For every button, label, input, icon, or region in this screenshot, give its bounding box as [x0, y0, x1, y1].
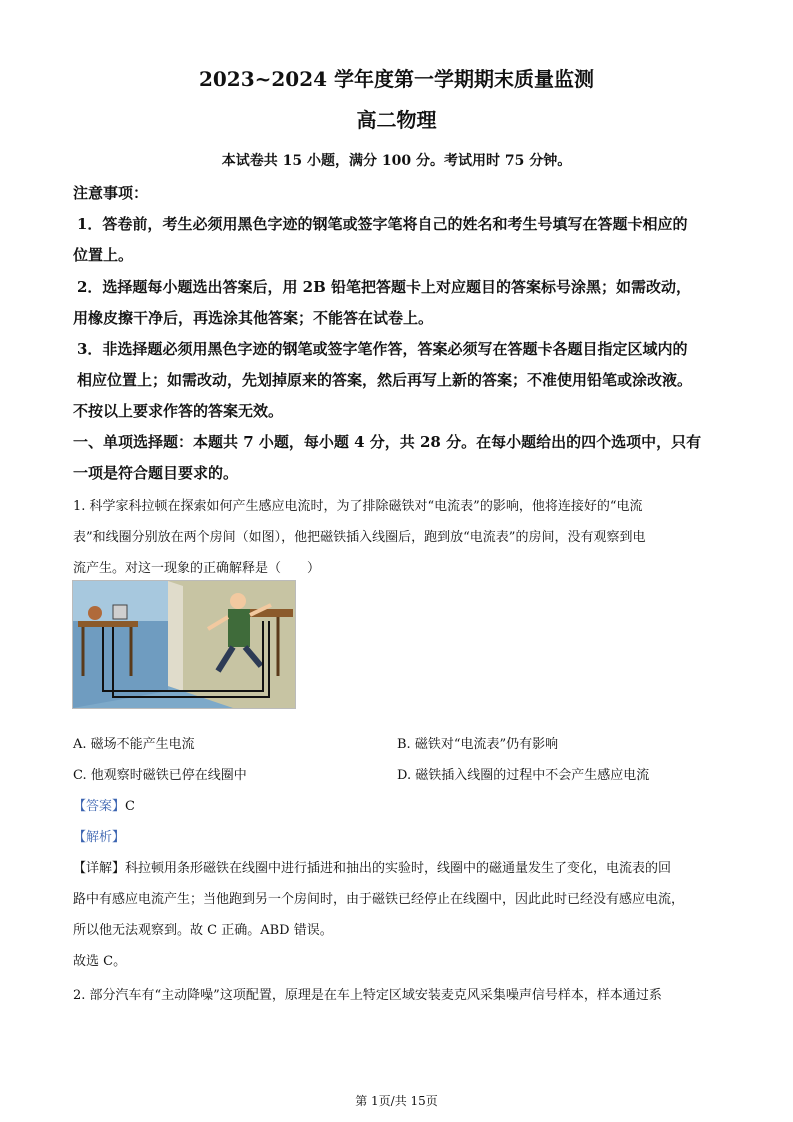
notice-item-2-line-1: 2．选择题每小题选出答案后，用 2B 铅笔把答题卡上对应题目的答案标号涂黑；如需改动，: [77, 278, 692, 296]
notice-item-2-line-2: 用橡皮擦干净后，再选涂其他答案；不能答在试卷上。: [73, 309, 434, 327]
q1-illustration: [72, 580, 296, 709]
answer-tag: 【答案】: [73, 799, 126, 814]
exam-info: 本试卷共 15 小题，满分 100 分。考试用时 75 分钟。: [221, 153, 572, 169]
q1-option-d: D. 磁铁插入线圈的过程中不会产生感应电流: [397, 768, 650, 783]
detail-tag: 【详解】: [73, 861, 126, 876]
subject-title: 高二物理: [356, 108, 437, 132]
notice-item-3-line-2: 相应位置上；如需改动，先划掉原来的答案，然后再写上新的答案；不准使用铅笔或涂改液。: [77, 371, 693, 389]
notice-item-1-line-1: 1．答卷前，考生必须用黑色字迹的钢笔或签字笔将自己的姓名和考生号填写在答题卡相应的: [77, 215, 688, 233]
notice-item-3-line-3: 不按以上要求作答的答案无效。: [73, 402, 284, 420]
q1-detail-line-3: 所以他无法观察到。故 C 正确。ABD 错误。: [73, 923, 333, 938]
section-1-heading-line-2: 一项是符合题目要求的。: [73, 464, 239, 482]
notice-item-3-line-1: 3．非选择题必须用黑色字迹的钢笔或签字笔作答，答案必须写在答题卡各题目指定区域内的: [77, 340, 688, 358]
page-number: 第 1页/共 15页: [355, 1094, 438, 1108]
q1-option-a: A. 磁场不能产生电流: [73, 737, 195, 752]
answer-value: C: [125, 799, 135, 814]
q1-detail-line-1: [73, 857, 671, 876]
q1-stem-line-1: 1. 科学家科拉顿在探索如何产生感应电流时，为了排除磁铁对“电流表”的影响，他将连接好的“电流: [73, 499, 643, 514]
q1-stem-line-3: 流产生。对这一现象的正确解释是（ ）: [73, 561, 321, 576]
q1-conclusion: 故选 C。: [73, 954, 127, 969]
q1-answer-line: [73, 795, 135, 814]
notice-item-1-line-2: 位置上。: [73, 246, 134, 264]
q1-detail-line-2: 路中有感应电流产生；当他跑到另一个房间时，由于磁铁已经停止在线圈中，因此此时已经没有感应电流，: [73, 892, 685, 907]
q1-option-c: C. 他观察时磁铁已停在线圈中: [73, 768, 247, 783]
q2-stem-line-1: 2. 部分汽车有“主动降噪”这项配置，原理是在车上特定区域安装麦克风采集噪声信号样本，样本通过系: [73, 988, 662, 1003]
detail-text-1: 科拉顿用条形磁铁在线圈中进行插进和抽出的实验时，线圈中的磁通量发生了变化，电流表的回: [125, 861, 672, 876]
notice-heading: 注意事项：: [73, 184, 149, 202]
analysis-tag: 【解析】: [73, 830, 126, 845]
q1-option-b: B. 磁铁对“电流表”仍有影响: [397, 737, 559, 752]
section-1-heading-line-1: 一、单项选择题：本题共 7 小题，每小题 4 分，共 28 分。在每小题给出的四个选项中，只有: [73, 433, 702, 451]
q1-stem-line-2: 表”和线圈分别放在两个房间（如图），他把磁铁插入线圈后，跑到放“电流表”的房间，没有观察到电: [73, 530, 646, 545]
exam-title: 2023~2024 学年度第一学期期末质量监测: [198, 67, 595, 91]
